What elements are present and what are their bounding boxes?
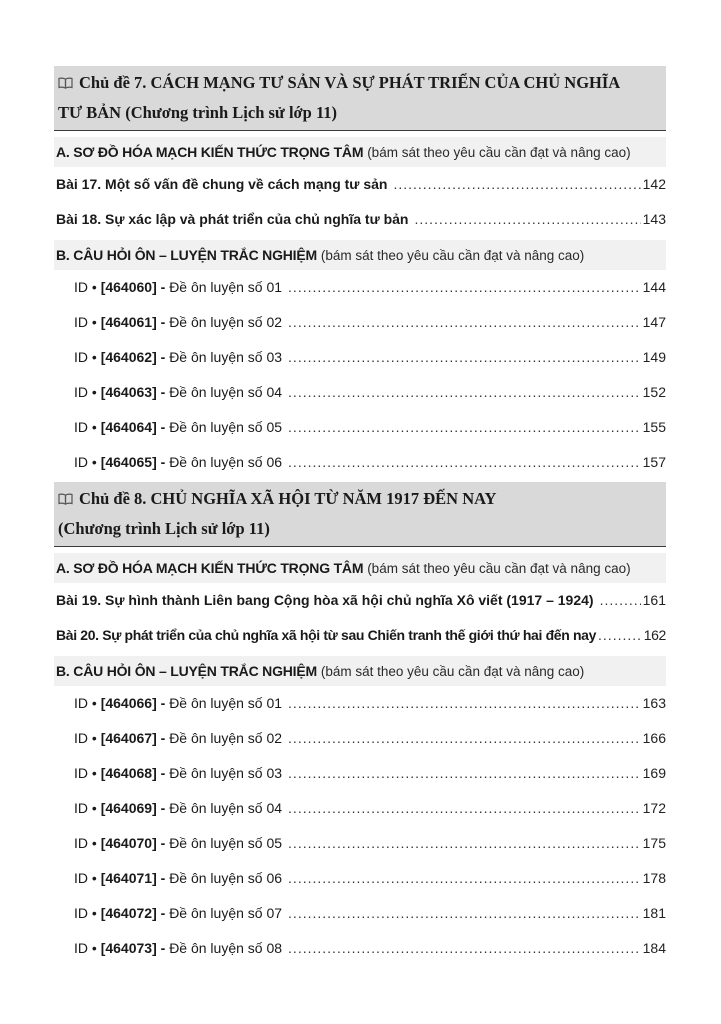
- chapter-7-header: [54, 66, 666, 131]
- id-prefix: ID •: [74, 695, 97, 711]
- exam-label: Đề ôn luyện số 06: [169, 454, 283, 470]
- toc-entry-lesson-17[interactable]: [54, 167, 666, 202]
- exam-id: [464068]: [100, 765, 157, 781]
- exam-label: Đề ôn luyện số 03: [169, 765, 283, 781]
- separator: -: [160, 279, 166, 295]
- page-number: 142: [642, 176, 666, 192]
- leader-dots: [414, 202, 640, 237]
- toc-entry-exam[interactable]: [54, 340, 666, 375]
- separator: -: [160, 384, 166, 400]
- leader-dots: [600, 583, 641, 618]
- leader-dots: [598, 618, 642, 653]
- section-a-knowledge-map[interactable]: [54, 553, 666, 583]
- exam-label: Đề ôn luyện số 01: [169, 695, 283, 711]
- page-number: 162: [643, 627, 666, 643]
- separator: -: [160, 349, 166, 365]
- separator: -: [160, 730, 166, 746]
- section-note: (bám sát theo yêu cầu cần đạt và nâng cao): [367, 561, 631, 576]
- exam-id: [464070]: [100, 835, 157, 851]
- id-prefix: ID •: [74, 454, 97, 470]
- page-number: 143: [642, 211, 666, 227]
- separator: -: [160, 695, 166, 711]
- chapter-8-header: [54, 482, 666, 547]
- page-number: 155: [642, 419, 666, 435]
- exam-id: [464067]: [100, 730, 157, 746]
- id-prefix: ID •: [74, 419, 97, 435]
- section-title: A. SƠ ĐỒ HÓA MẠCH KIẾN THỨC TRỌNG TÂM: [56, 560, 364, 576]
- toc-entry-exam[interactable]: [54, 896, 666, 931]
- section-note: (bám sát theo yêu cầu cần đạt và nâng cao): [367, 145, 631, 160]
- page-number: 172: [642, 800, 666, 816]
- toc-entry-exam[interactable]: [54, 721, 666, 756]
- separator: -: [160, 905, 166, 921]
- toc-entry-exam[interactable]: [54, 756, 666, 791]
- separator: -: [160, 419, 166, 435]
- section-title: B. CÂU HỎI ÔN – LUYỆN TRẮC NGHIỆM: [56, 247, 317, 263]
- lesson-title: Bài 18. Sự xác lập và phát triển của chủ nghĩa tư bản: [56, 211, 409, 227]
- exam-id: [464072]: [100, 905, 157, 921]
- page-number: 184: [642, 940, 666, 956]
- lesson-title: Bài 17. Một số vấn đề chung về cách mạng tư sản: [56, 176, 388, 192]
- page-number: 181: [642, 905, 666, 921]
- exam-id: [464071]: [100, 870, 157, 886]
- id-prefix: ID •: [74, 835, 97, 851]
- toc-entry-lesson-20[interactable]: [54, 618, 666, 653]
- toc-entry-exam[interactable]: [54, 931, 666, 966]
- section-title: B. CÂU HỎI ÔN – LUYỆN TRẮC NGHIỆM: [56, 663, 317, 679]
- chapter-title-line2: TƯ BẢN (Chương trình Lịch sử lớp 11): [58, 103, 338, 122]
- toc-entry-exam[interactable]: [54, 686, 666, 721]
- separator: -: [160, 940, 166, 956]
- exam-id: [464060]: [100, 279, 157, 295]
- page-number: 152: [642, 384, 666, 400]
- page-number: 166: [642, 730, 666, 746]
- page-number: 147: [642, 314, 666, 330]
- id-prefix: ID •: [74, 765, 97, 781]
- id-prefix: ID •: [74, 800, 97, 816]
- separator: -: [160, 454, 166, 470]
- leader-dots: [288, 305, 641, 340]
- exam-label: Đề ôn luyện số 07: [169, 905, 283, 921]
- lesson-title: Bài 20. Sự phát triển của chủ nghĩa xã hội từ sau Chiến tranh thế giới thứ hai đến nay: [56, 627, 597, 643]
- leader-dots: [288, 826, 641, 861]
- exam-label: Đề ôn luyện số 04: [169, 800, 283, 816]
- leader-dots: [288, 410, 641, 445]
- id-prefix: ID •: [74, 940, 97, 956]
- exam-label: Đề ôn luyện số 05: [169, 419, 283, 435]
- leader-dots: [288, 445, 641, 480]
- toc-entry-exam[interactable]: [54, 270, 666, 305]
- exam-label: Đề ôn luyện số 02: [169, 730, 283, 746]
- section-a-knowledge-map[interactable]: [54, 137, 666, 167]
- leader-dots: [288, 756, 641, 791]
- page-number: 161: [642, 592, 666, 608]
- toc-entry-exam[interactable]: [54, 305, 666, 340]
- leader-dots: [288, 270, 641, 305]
- page-number: 175: [642, 835, 666, 851]
- exam-label: Đề ôn luyện số 01: [169, 279, 283, 295]
- exam-id: [464062]: [100, 349, 157, 365]
- page-number: 157: [642, 454, 666, 470]
- id-prefix: ID •: [74, 730, 97, 746]
- leader-dots: [288, 721, 641, 756]
- leader-dots: [288, 340, 641, 375]
- lesson-title: Bài 19. Sự hình thành Liên bang Cộng hòa xã hội chủ nghĩa Xô viết (1917 – 1924): [56, 592, 594, 608]
- id-prefix: ID •: [74, 314, 97, 330]
- toc-entry-lesson-19[interactable]: [54, 583, 666, 618]
- exam-label: Đề ôn luyện số 02: [169, 314, 283, 330]
- exam-label: Đề ôn luyện số 04: [169, 384, 283, 400]
- exam-id: [464064]: [100, 419, 157, 435]
- chapter-title-line1: Chủ đề 8. CHỦ NGHĨA XÃ HỘI TỪ NĂM 1917 ĐẾN NAY: [79, 489, 497, 508]
- exam-label: Đề ôn luyện số 05: [169, 835, 283, 851]
- leader-dots: [393, 167, 640, 202]
- chapter-title-line2: (Chương trình Lịch sử lớp 11): [58, 519, 270, 538]
- id-prefix: ID •: [74, 905, 97, 921]
- exam-id: [464063]: [100, 384, 157, 400]
- exam-id: [464061]: [100, 314, 157, 330]
- toc-entry-exam[interactable]: [54, 375, 666, 410]
- chapter-title-line1: Chủ đề 7. CÁCH MẠNG TƯ SẢN VÀ SỰ PHÁT TRIỂN CỦA CHỦ NGHĨA: [79, 73, 621, 92]
- section-b-practice-quiz[interactable]: [54, 240, 666, 270]
- exam-id: [464066]: [100, 695, 157, 711]
- leader-dots: [288, 896, 641, 931]
- leader-dots: [288, 375, 641, 410]
- separator: -: [160, 870, 166, 886]
- book-icon: [58, 493, 73, 505]
- toc-entry-exam[interactable]: [54, 410, 666, 445]
- section-title: A. SƠ ĐỒ HÓA MẠCH KIẾN THỨC TRỌNG TÂM: [56, 144, 364, 160]
- toc-entry-exam[interactable]: [54, 791, 666, 826]
- page-number: 149: [642, 349, 666, 365]
- id-prefix: ID •: [74, 349, 97, 365]
- exam-label: Đề ôn luyện số 08: [169, 940, 283, 956]
- id-prefix: ID •: [74, 870, 97, 886]
- id-prefix: ID •: [74, 384, 97, 400]
- id-prefix: ID •: [74, 279, 97, 295]
- page-number: 144: [642, 279, 666, 295]
- separator: -: [160, 835, 166, 851]
- separator: -: [160, 765, 166, 781]
- separator: -: [160, 800, 166, 816]
- page-number: 169: [642, 765, 666, 781]
- toc-entry-exam[interactable]: [54, 861, 666, 896]
- leader-dots: [288, 686, 641, 721]
- exam-id: [464069]: [100, 800, 157, 816]
- toc-entry-exam[interactable]: [54, 445, 666, 480]
- book-icon: [58, 77, 73, 89]
- page-number: 178: [642, 870, 666, 886]
- table-of-contents: [54, 66, 666, 966]
- toc-entry-exam[interactable]: [54, 826, 666, 861]
- section-note: (bám sát theo yêu cầu cần đạt và nâng cao): [320, 664, 585, 679]
- exam-id: [464065]: [100, 454, 157, 470]
- exam-label: Đề ôn luyện số 06: [169, 870, 283, 886]
- leader-dots: [288, 861, 641, 896]
- leader-dots: [288, 791, 641, 826]
- section-note: (bám sát theo yêu cầu cần đạt và nâng cao): [320, 248, 585, 263]
- exam-label: Đề ôn luyện số 03: [169, 349, 283, 365]
- exam-id: [464073]: [100, 940, 157, 956]
- section-b-practice-quiz[interactable]: [54, 656, 666, 686]
- separator: -: [160, 314, 166, 330]
- toc-entry-lesson-18[interactable]: [54, 202, 666, 237]
- leader-dots: [288, 931, 641, 966]
- page-number: 163: [642, 695, 666, 711]
